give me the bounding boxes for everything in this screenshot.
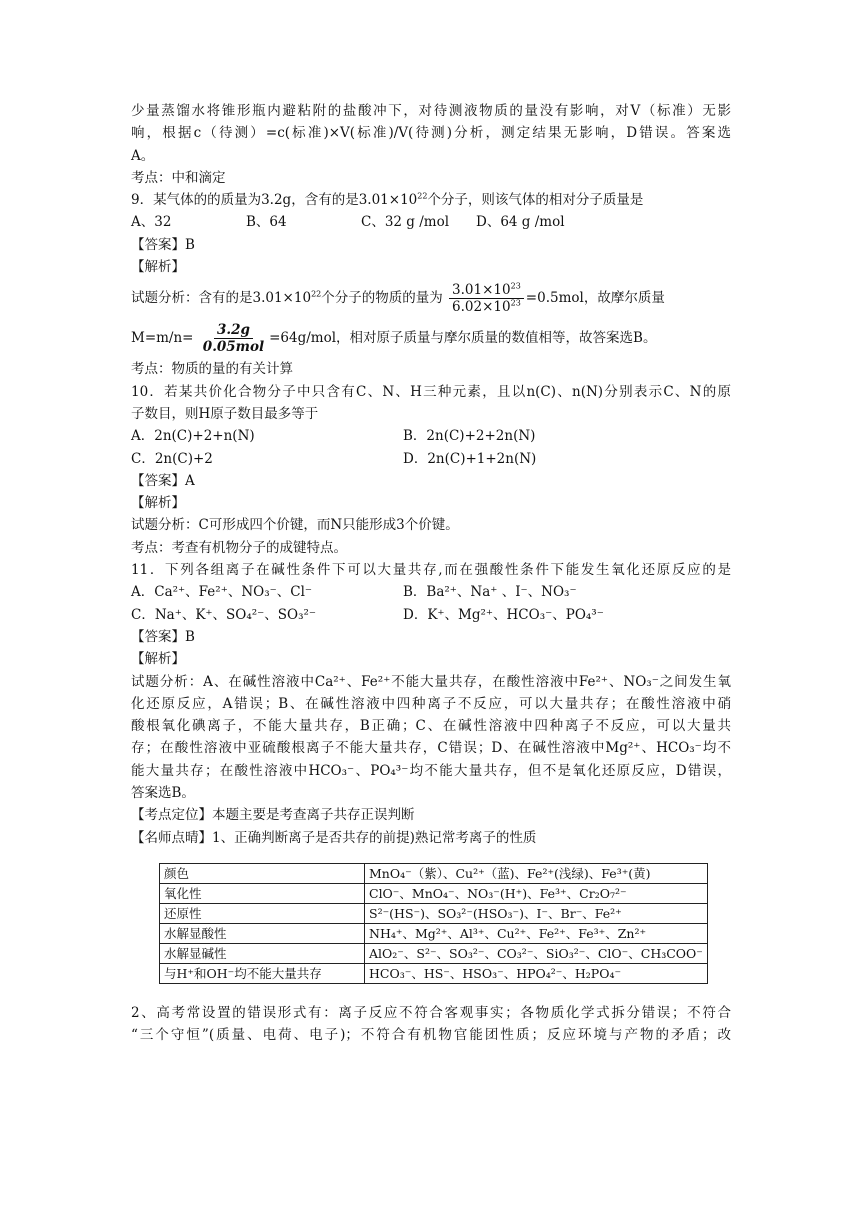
option-c: C、32 g /mol <box>361 214 450 231</box>
table-row: 还原性 S²⁻(HS⁻)、SO₃²⁻(HSO₃⁻)、I⁻、Br⁻、Fe²⁺ <box>160 903 708 923</box>
option-b: B．2n(C)+2+2n(N) <box>403 428 536 445</box>
option-c: C．2n(C)+2 <box>131 450 213 467</box>
analysis-line: 能大量共存；在酸性溶液中HCO₃⁻、PO₄³⁻均不能大量共存，但不是氧化还原反应，D错误， <box>131 762 731 779</box>
text-line: 2、高考常设置的错误形式有：离子反应不符合客观事实；各物质化学式拆分错误；不符合 <box>131 1004 731 1021</box>
kaodian-dingwei: 【考点定位】本题主要是考查离子共存正误判断 <box>131 807 415 824</box>
table-row: 氧化性 ClO⁻、MnO₄⁻、NO₃⁻(H⁺)、Fe³⁺、Cr₂O₇²⁻ <box>160 883 708 903</box>
question-9: 9．某气体的的质量为3.2g，含有的是$3.01\times 10^{22}$个分子，则该气体的相对分子质量是 <box>131 191 644 209</box>
answer-label: 【答案】B <box>131 628 195 645</box>
ion-properties-table <box>159 863 708 984</box>
text-line: 少量蒸馏水将锥形瓶内避粘附的盐酸冲下，对待测液物质的量没有影响，对V（标准）无影 <box>131 103 731 119</box>
option-a: A．Ca²⁺、Fe²⁺、NO₃⁻、Cl⁻ <box>131 584 313 601</box>
fraction: $\frac{3.2g}{\text{0.05mol}}$ <box>202 322 265 356</box>
question-10-options <box>131 448 731 470</box>
table-row: 与H⁺和OH⁻均不能大量共存 HCO₃⁻、HS⁻、HSO₃⁻、HPO₄²⁻、H₂PO₄⁻ <box>160 963 708 983</box>
question-11: 11．下列各组离子在碱性条件下可以大量共存,而在强酸性条件下能发生氧化还原反应的是 <box>131 562 731 579</box>
text-line: 响，根据c（待测）=c(标准)×V(标准)/V(待测)分析，测定结果无影响，D错误。答案选 <box>131 125 731 142</box>
option-a: A、32 <box>131 214 172 231</box>
analysis-label: 【解析】 <box>131 259 185 276</box>
question-11-options <box>131 604 731 626</box>
table-row: 颜色 MnO₄⁻（紫）、Cu²⁺（蓝)、Fe²⁺(浅绿)、Fe³⁺(黄) <box>160 863 708 883</box>
option-d: D．2n(C)+1+2n(N) <box>403 450 537 467</box>
question-10: 10．若某共价化合物分子中只含有C、N、H三种元素，且以n(C)、n(N)分别表示C、N的原 <box>131 383 731 400</box>
analysis-line: 试题分析：C可形成四个价键，而N只能形成3个价键。 <box>131 517 459 534</box>
option-b: B、64 <box>246 214 287 231</box>
analysis-label: 【解析】 <box>131 495 185 512</box>
question-11-options <box>131 581 731 603</box>
analysis-line: 答案选B。 <box>131 785 195 802</box>
question-10-options <box>131 425 731 447</box>
answer-label: 【答案】A <box>131 472 195 489</box>
table-row: 水解显酸性 NH₄⁺、Mg²⁺、Al³⁺、Cu²⁺、Fe²⁺、Fe³⁺、Zn²⁺ <box>160 923 708 943</box>
kaodian-line: 考点：中和滴定 <box>131 169 226 186</box>
analysis-line-formula: M=m/n= $\frac{3.2g}{\text{0.05mol}}$ =64g/mol，相对原子质量与摩尔质量的数值相等，故答案选B。 <box>131 322 657 356</box>
table-row: 水解显碱性 AlO₂⁻、S²⁻、SO₃²⁻、CO₃²⁻、SiO₃²⁻、ClO⁻、CH₃COO⁻ <box>160 943 708 963</box>
analysis-line: 存；在酸性溶液中亚硫酸根离子不能大量共存，C错误；D、在碱性溶液中Mg²⁺、HCO₃⁻均不 <box>131 740 731 757</box>
document-page <box>131 100 731 1047</box>
question-10-cont: 子数目，则H原子数目最多等于 <box>131 405 319 422</box>
analysis-label: 【解析】 <box>131 651 185 668</box>
answer-label: 【答案】B <box>131 236 195 253</box>
option-d: D．K⁺、Mg²⁺、HCO₃⁻、PO₄³⁻ <box>403 606 604 623</box>
option-a: A．2n(C)+2+n(N) <box>131 428 255 445</box>
option-d: D、64 g /mol <box>476 214 565 231</box>
question-9-options <box>131 211 731 233</box>
kaodian-line: 考点：物质的量的有关计算 <box>131 361 293 378</box>
analysis-line-formula: 试题分析：含有的是$3.01\times 10^{22}$个分子的物质的量为 $\frac{3.01\times 10^{23}}{6.02\times 10^{23}}$ =0.5mol，故摩尔质量 <box>131 281 665 316</box>
analysis-line: 化还原反应，A错误；B、在碱性溶液中四种离子不反应，可以大量共存；在酸性溶液中硝 <box>131 695 731 712</box>
fraction: $\frac{3.01\times 10^{23}}{6.02\times 10^{23}}$ <box>449 282 524 315</box>
mingshi-dianqing: 【名师点晴】1、正确判断离子是否共存的前提)熟记常考离子的性质 <box>131 829 537 846</box>
text-line: “三个守恒”(质量、电荷、电子)；不符合有机物官能团性质；反应环境与产物的矛盾；改 <box>131 1027 731 1044</box>
analysis-line: 酸根氧化碘离子，不能大量共存，B正确；C、在碱性溶液中四种离子不反应，可以大量共 <box>131 718 731 735</box>
analysis-line: 试题分析：A、在碱性溶液中Ca²⁺、Fe²⁺不能大量共存，在酸性溶液中Fe²⁺、NO₃⁻之间发生氧 <box>131 673 731 690</box>
option-c: C．Na⁺、K⁺、SO₄²⁻、SO₃²⁻ <box>131 606 317 623</box>
option-b: B．Ba²⁺、Na⁺ 、I⁻、NO₃⁻ <box>403 584 577 601</box>
kaodian-line: 考点：考查有机物分子的成键特点。 <box>131 539 347 556</box>
text-line: A。 <box>131 147 155 164</box>
